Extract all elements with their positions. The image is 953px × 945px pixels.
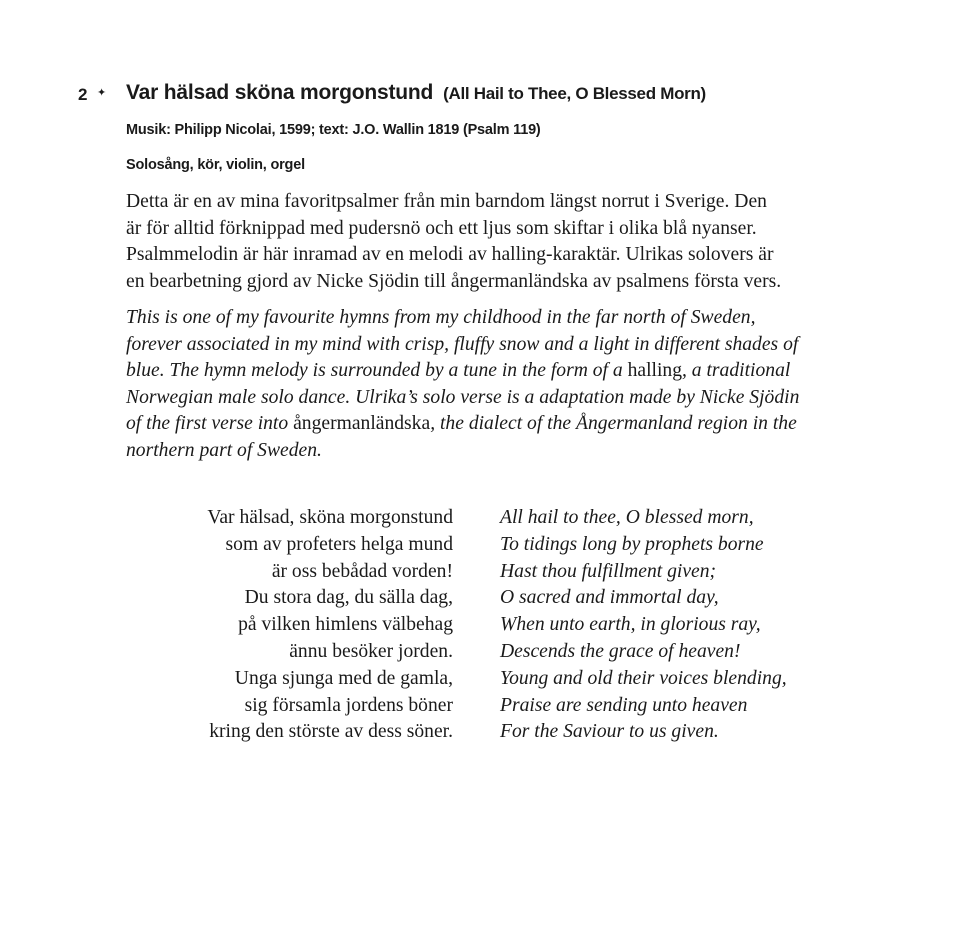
verse-line: O sacred and immortal day, [500,587,719,609]
track-credits: Musik: Philipp Nicolai, 1599; text: J.O. Wallin 1819 (Psalm 119) [126,122,541,138]
verse-line: på vilken himlens välbehag [238,614,453,636]
verse-line: Praise are sending unto heaven [500,694,748,716]
verse-line: ännu besöker jorden. [289,640,453,662]
track-marker-icon: ✦ [97,87,107,99]
text-run: blue. The hymn melody is surrounded by a tune in the form of a [126,360,628,381]
verse-line: som av profeters helga mund [225,533,453,555]
description-english-line: northern part of Sweden. [126,439,322,461]
text-run: , a traditional [682,360,791,381]
description-swedish-line: Psalmmelodin är här inramad av en melodi av halling-karaktär. Ulrikas solovers är [126,244,774,265]
verse-line: For the Saviour to us given. [500,721,719,743]
description-swedish-line: Detta är en av mina favoritpsalmer från min barndom längst norrut i Sverige. Den [126,191,767,212]
verse-line: Du stora dag, du sälla dag, [244,587,453,609]
verse-line: Unga sjunga med de gamla, [234,667,453,689]
track-instruments: Solosång, kör, violin, orgel [126,157,305,173]
verse-line: Hast thou fulfillment given; [500,560,717,582]
text-run: of the first verse into [126,413,294,434]
description-english-line: Norwegian male solo dance. Ulrika’s solo verse is a adaptation made by Nicke Sjödin [126,386,800,408]
verse-line: sig församla jordens böner [244,694,453,716]
description-english-line: forever associated in my mind with crisp, fluffy snow and a light in different shades of [126,333,799,355]
verse-line: kring den störste av dess söner. [209,721,453,743]
verse-line: Young and old their voices blending, [500,667,787,689]
description-english-line [126,411,871,438]
term-angermanlandska: ångermanländska [293,413,431,434]
verse-line: When unto earth, in glorious ray, [500,614,761,636]
verse-line: är oss bebådad vorden! [271,560,453,582]
track-number: 2 [78,85,88,104]
track-title-swedish: Var hälsad sköna morgonstund [126,81,434,104]
track-title-english: (All Hail to Thee, O Blessed Morn) [443,84,706,103]
description-swedish-line: en bearbetning gjord av Nicke Sjödin till ångermanländska av psalmens första vers. [126,270,782,292]
description-swedish-line: är för alltid förknippad med pudersnö och ett ljus som skiftar i olika blå nyanser. [126,217,757,239]
description-english-line: This is one of my favourite hymns from my childhood in the far north of Sweden, [126,307,756,328]
verse-line: All hail to thee, O blessed morn, [500,507,754,528]
verse-line: To tidings long by prophets borne [500,533,764,555]
verse-swedish [120,505,453,746]
description-swedish [126,189,866,295]
description-english [126,305,871,464]
description-english-line [126,358,871,385]
verse-line: Var hälsad, sköna morgonstund [207,507,453,528]
verse-line: Descends the grace of heaven! [500,640,741,662]
term-halling: halling [627,360,682,381]
text-run: , the dialect of the Ångermanland region in the [430,413,797,434]
verse-english [500,505,830,746]
track-title [126,81,706,105]
